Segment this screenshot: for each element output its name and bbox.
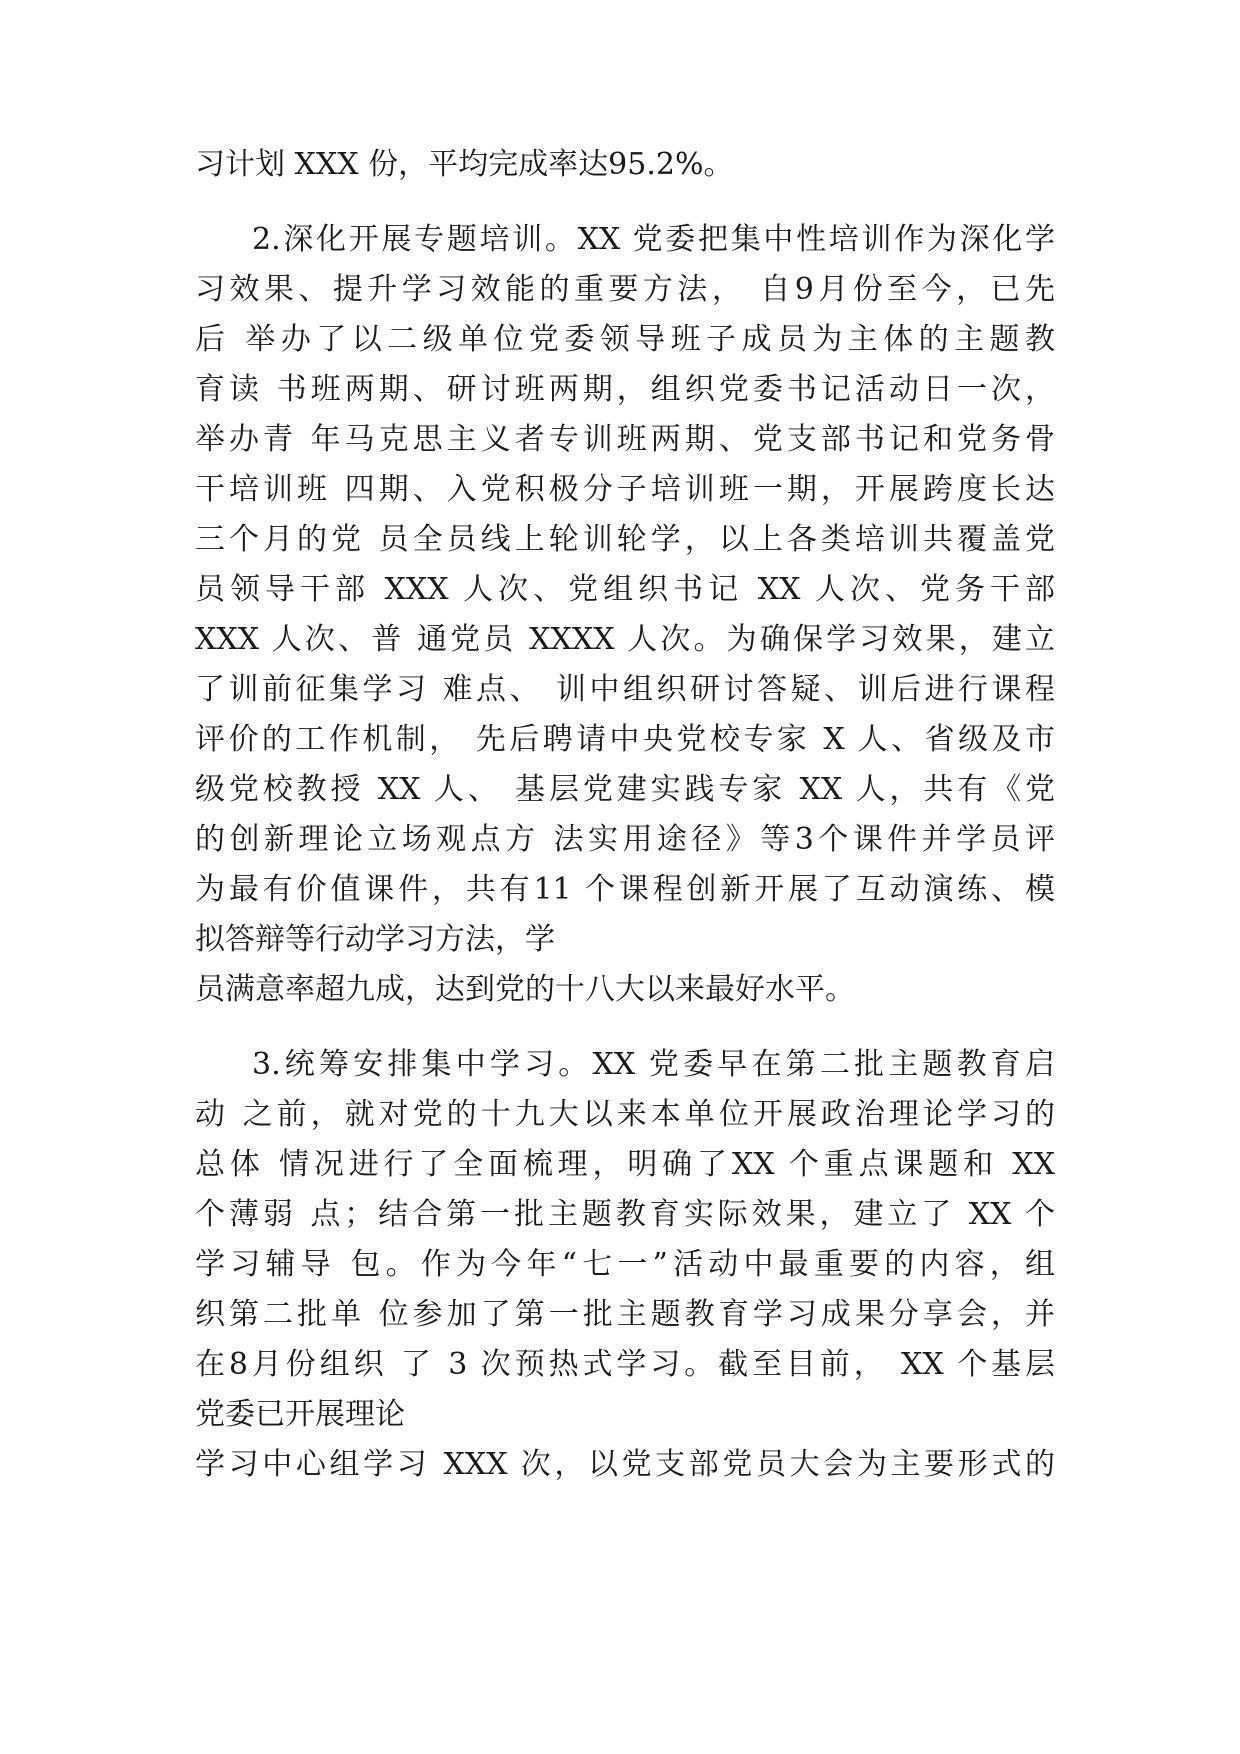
paragraph-first-line: 2.深化开展专题培训。XX 党委把集中性培训作为深化学: [252, 222, 1055, 257]
text-line: 的创新理论立场观点方 法实用途径》等3个课件并学员评: [195, 822, 1055, 857]
text-line: 在8月份组织 了 3 次预热式学习。截至目前， XX 个基层: [195, 1347, 1055, 1382]
text-line: 干培训班 四期、入党积极分子培训班一期，开展跨度长达: [195, 472, 1055, 507]
text-line: 学习辅导 包。作为今年“七一”活动中最重要的内容，组: [195, 1247, 1055, 1282]
paragraph-first-line: 3.统筹安排集中学习。XX 党委早在第二批主题教育启: [252, 1047, 1055, 1082]
text-line: XXX 人次、普 通党员 XXXX 人次。为确保学习效果，建立: [195, 622, 1055, 657]
text-line: 党委已开展理论: [195, 1397, 405, 1432]
text-line: 习效果、提升学习效能的重要方法， 自9月份至今，已先: [195, 272, 1055, 307]
text-line: 后 举办了以二级单位党委领导班子成员为主体的主题教: [195, 322, 1055, 357]
text-line: 个薄弱 点；结合第一批主题教育实际效果，建立了 XX 个: [195, 1197, 1055, 1232]
text-line: 拟答辩等行动学习方法，学: [195, 922, 555, 957]
text-line: 育读 书班两期、研讨班两期，组织党委书记活动日一次，: [195, 372, 1055, 407]
text-line: 员满意率超九成，达到党的十八大以来最好水平。: [195, 972, 855, 1007]
text-line: 为最有价值课件，共有11 个课程创新开展了互动演练、模: [195, 872, 1055, 907]
text-line: 习计划 XXX 份，平均完成率达95.2%。: [195, 147, 734, 182]
text-line: 三个月的党 员全员线上轮训轮学，以上各类培训共覆盖党: [195, 522, 1055, 557]
text-line: 评价的工作机制， 先后聘请中央党校专家 X 人、省级及市: [195, 722, 1055, 757]
text-line: 动 之前，就对党的十九大以来本单位开展政治理论学习的: [195, 1097, 1055, 1132]
text-line: 员领导干部 XXX 人次、党组织书记 XX 人次、党务干部: [195, 572, 1055, 607]
text-line: 总体 情况进行了全面梳理，明确了XX 个重点课题和 XX: [195, 1147, 1055, 1182]
text-line: 级党校教授 XX 人、 基层党建实践专家 XX 人，共有《党: [195, 772, 1055, 807]
text-line: 学习中心组学习 XXX 次，以党支部党员大会为主要形式的: [195, 1447, 1055, 1482]
text-line: 了训前征集学习 难点、 训中组织研讨答疑、训后进行课程: [195, 672, 1055, 707]
text-line: 织第二批单 位参加了第一批主题教育学习成果分享会，并: [195, 1297, 1055, 1332]
text-line: 举办青 年马克思主义者专训班两期、党支部书记和党务骨: [195, 422, 1055, 457]
